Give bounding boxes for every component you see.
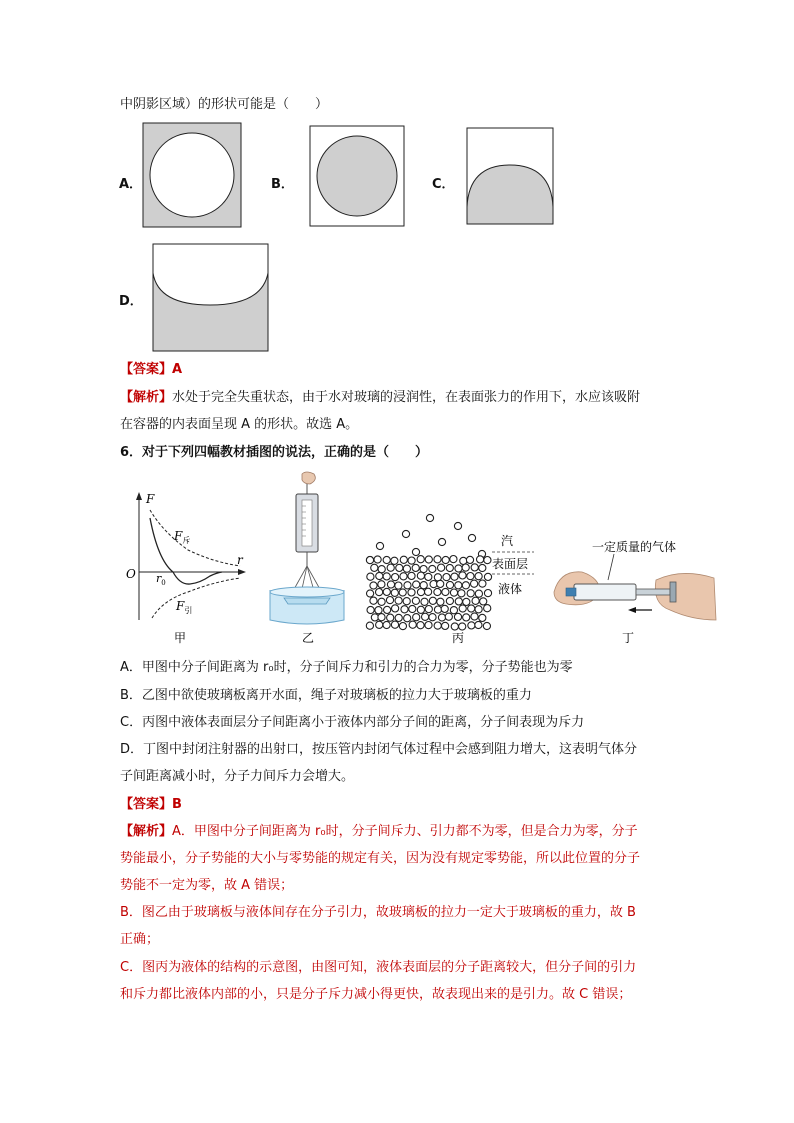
molecule [438, 538, 445, 545]
molecule [417, 572, 424, 579]
molecule [412, 597, 419, 604]
figure-yi [266, 470, 348, 648]
molecule [376, 542, 383, 549]
molecule [400, 573, 407, 580]
molecule [468, 534, 475, 541]
jia-f-chi: $F_斥$ [174, 529, 191, 545]
hand-icon [302, 472, 315, 484]
molecule [484, 605, 491, 612]
molecule [450, 589, 457, 596]
q5-analysis-line2: 在容器的内表面呈现 A 的形状。故选 A。 [120, 417, 359, 432]
molecule [425, 622, 432, 629]
molecule [451, 623, 458, 630]
molecule [458, 590, 465, 597]
molecule [425, 606, 432, 613]
q5-option-c-figure [466, 127, 554, 225]
molecule [378, 598, 385, 605]
q5-analysis-tag: 【解析】 [120, 390, 173, 405]
molecule [409, 605, 416, 612]
figure-bing [364, 508, 544, 648]
molecule [371, 564, 378, 571]
q5-option-d-label: D． [119, 294, 143, 309]
molecule [376, 572, 383, 579]
molecule [438, 614, 445, 621]
q5-answer [120, 362, 182, 378]
right-hand-icon [655, 573, 716, 620]
molecule [479, 614, 486, 621]
molecule [483, 622, 490, 629]
molecule [484, 573, 491, 580]
molecule [383, 621, 390, 628]
bing-label-surface: 表面层 [492, 557, 529, 571]
q6-option-a: A．甲图中分子间距离为 r₀时，分子间斥力和引力的合力为零，分子势能也为零 [120, 660, 573, 675]
molecule [475, 621, 482, 628]
molecule [472, 597, 479, 604]
molecule [409, 621, 416, 628]
q6-answer-value: B [172, 797, 182, 812]
molecule [442, 556, 449, 563]
molecule [463, 614, 470, 621]
q6-analysis-line1 [120, 824, 638, 840]
molecule [399, 589, 406, 596]
jia-f-yin: $F_引$ [176, 599, 193, 615]
molecule [378, 581, 385, 588]
molecule [425, 588, 432, 595]
molecule [446, 581, 453, 588]
figure-ding [552, 534, 718, 648]
molecule [475, 590, 482, 597]
molecule [395, 614, 402, 621]
q5-option-b-figure [309, 125, 405, 227]
molecule [484, 590, 491, 597]
molecule [445, 613, 452, 620]
q6-analysis-line7: 和斥力都比液体内部的小，只是分子斥力减小得更快，故表现出来的是引力。故 C 错误； [120, 987, 632, 1002]
molecule [376, 621, 383, 628]
q5-answer-value: A [172, 362, 183, 377]
molecule [366, 557, 373, 564]
molecule [459, 623, 466, 630]
jia-r0: $r_0$ [156, 572, 166, 587]
q6-analysis-line5: 正确； [120, 932, 160, 947]
molecule [446, 564, 453, 571]
jia-axis-r: r [237, 553, 243, 567]
molecule [459, 572, 466, 579]
molecule [429, 565, 436, 572]
molecule [391, 557, 398, 564]
q6-analysis-line2: 势能最小，分子势能的大小与零势能的规定有关，因为没有规定零势能，所以此位置的分子 [120, 851, 641, 866]
molecule [404, 582, 411, 589]
jia-origin: O [126, 567, 136, 581]
q5-option-d-figure [152, 243, 269, 352]
molecule [454, 522, 461, 529]
molecule [462, 582, 469, 589]
molecule [442, 588, 449, 595]
bing-label-qi: 汽 [501, 534, 514, 548]
molecule [367, 573, 374, 580]
molecule [471, 564, 478, 571]
molecule [395, 582, 402, 589]
molecule [454, 613, 461, 620]
q5-analysis-text1: 水处于完全失重状态，由于水对玻璃的浸润性，在表面张力的作用下，水应该吸附 [172, 390, 641, 405]
molecule [401, 606, 408, 613]
molecule [475, 573, 482, 580]
molecule-cluster [366, 514, 491, 630]
molecule [451, 573, 458, 580]
ding-label-gas: 一定质量的气体 [592, 540, 677, 554]
molecule [408, 589, 415, 596]
molecule [466, 556, 473, 563]
molecule [413, 614, 420, 621]
q5-stem-tail: 中阴影区域）的形状可能是（ ） [120, 97, 329, 112]
molecule [392, 574, 399, 581]
molecule [408, 557, 415, 564]
q5-answer-tag: 【答案】 [120, 362, 173, 377]
q6-answer [120, 797, 182, 813]
bing-label-liquid: 液体 [498, 582, 523, 596]
molecule [400, 556, 407, 563]
molecule [387, 581, 394, 588]
molecule [434, 588, 441, 595]
molecule [477, 556, 484, 563]
molecule [475, 606, 482, 613]
molecule [426, 514, 433, 521]
q6-option-d-line2: 子间距离减小时，分子力间斥力会增大。 [120, 769, 355, 784]
molecule [438, 564, 445, 571]
molecule [455, 582, 462, 589]
molecule [434, 556, 441, 563]
molecule [366, 622, 373, 629]
molecule [425, 556, 432, 563]
molecule [370, 597, 377, 604]
molecule [455, 598, 462, 605]
molecule [468, 605, 475, 612]
figure-jia [118, 490, 248, 648]
q6-stem: 6．对于下列四幅教材插图的说法，正确的是（ ） [120, 445, 429, 460]
molecule [391, 621, 398, 628]
molecule [443, 574, 450, 581]
q5-option-a-label: A． [119, 177, 143, 192]
molecule [413, 581, 420, 588]
molecule [378, 614, 385, 621]
molecule [463, 598, 470, 605]
yi-caption: 乙 [302, 631, 315, 645]
molecule [479, 580, 486, 587]
molecule [386, 597, 393, 604]
molecule [471, 580, 478, 587]
molecule [383, 556, 390, 563]
molecule [422, 613, 429, 620]
q6-analysis-line4: B．图乙由于玻璃板与液体间存在分子引力，故玻璃板的拉力一定大于玻璃板的重力，故 B [120, 905, 636, 920]
molecule [460, 557, 467, 564]
molecule [403, 565, 410, 572]
molecule [479, 564, 486, 571]
molecule [387, 614, 394, 621]
molecule [402, 530, 409, 537]
molecule [384, 606, 391, 613]
molecule [392, 605, 399, 612]
molecule [417, 622, 424, 629]
molecule [417, 606, 424, 613]
molecule [429, 614, 436, 621]
molecule [471, 613, 478, 620]
q5-option-a-figure [142, 122, 242, 228]
molecule [484, 557, 491, 564]
molecule [376, 589, 383, 596]
molecule [446, 597, 453, 604]
molecule [396, 564, 403, 571]
molecule [437, 580, 444, 587]
molecule [480, 598, 487, 605]
molecule [378, 566, 385, 573]
molecule [450, 607, 457, 614]
molecule [403, 598, 410, 605]
q6-answer-tag: 【答案】 [120, 797, 173, 812]
molecule [391, 589, 398, 596]
molecule [367, 590, 374, 597]
q6-option-d-line1: D．丁图中封闭注射器的出射口，按压管内封闭气体过程中会感到阻力增大，这表明气体分 [120, 742, 638, 757]
molecule [412, 548, 419, 555]
q5-option-b-label: B． [271, 177, 294, 192]
molecule [417, 589, 424, 596]
molecule [434, 606, 441, 613]
q6-analysis-line3: 势能不一定为零，故 A 错误； [120, 878, 294, 893]
molecule [383, 573, 390, 580]
molecule [442, 622, 449, 629]
q6-option-b: B．乙图中欲使玻璃板离开水面，绳子对玻璃板的拉力大于玻璃板的重力 [120, 688, 532, 703]
molecule [387, 564, 394, 571]
ding-caption: 丁 [622, 631, 635, 645]
q6-option-c: C．丙图中液体表面层分子间距离小于液体内部分子间的距离，分子间表现为斥力 [120, 715, 585, 730]
q6-analysis-text1: A．甲图中分子间距离为 r₀时，分子间斥力、引力都不为零，但是合力为零，分子 [172, 824, 638, 839]
molecule [429, 597, 436, 604]
molecule [459, 605, 466, 612]
molecule [468, 622, 475, 629]
molecule [467, 590, 474, 597]
molecule [421, 598, 428, 605]
molecule [425, 573, 432, 580]
molecule [434, 622, 441, 629]
molecule [399, 623, 406, 630]
molecule [455, 565, 462, 572]
q6-analysis-tag: 【解析】 [120, 824, 173, 839]
jia-caption: 甲 [174, 631, 187, 645]
molecule [408, 572, 415, 579]
molecule [441, 605, 448, 612]
molecule [420, 582, 427, 589]
molecule [450, 556, 457, 563]
molecule [404, 615, 411, 622]
q5-option-c-label: C． [432, 177, 455, 192]
molecule [462, 564, 469, 571]
molecule [395, 597, 402, 604]
molecule [370, 582, 377, 589]
molecule [367, 606, 374, 613]
molecule [375, 607, 382, 614]
bing-caption: 丙 [452, 631, 465, 645]
molecule [383, 588, 390, 595]
molecule [374, 556, 381, 563]
molecule [417, 556, 424, 563]
q5-analysis-line1 [120, 390, 640, 406]
q6-analysis-line6: C．图丙为液体的结构的示意图，由图可知，液体表面层的分子距离较大，但分子间的引力 [120, 960, 637, 975]
molecule [437, 598, 444, 605]
molecule [412, 564, 419, 571]
molecule [467, 573, 474, 580]
jia-axis-f: F [146, 492, 155, 506]
